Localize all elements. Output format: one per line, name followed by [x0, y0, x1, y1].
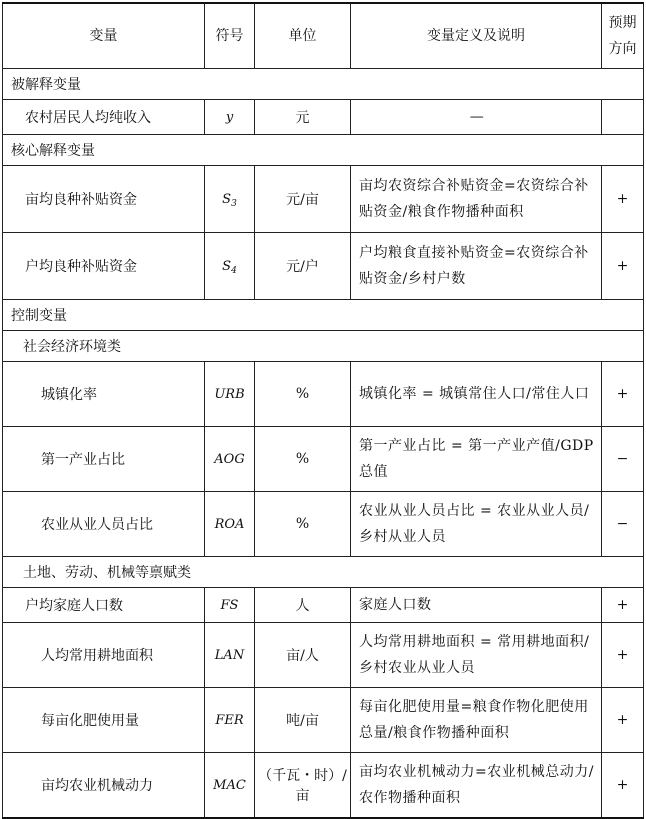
expected-direction: −: [602, 427, 644, 492]
table-row-aog: [3, 427, 644, 492]
variable-definition: 家庭人口数: [351, 588, 602, 623]
variable-unit: %: [255, 492, 351, 557]
variable-definition: 户均粮食直接补贴资金=农资综合补贴资金/乡村户数: [351, 233, 602, 300]
variable-symbol: LAN: [205, 623, 255, 688]
variable-unit: 人: [255, 588, 351, 623]
header-variable: 变量: [3, 3, 205, 69]
subsection-endow: 土地、劳动、机械等禀赋类: [3, 557, 644, 588]
variable-symbol: [205, 233, 255, 300]
expected-direction: −: [602, 492, 644, 557]
table-row-urb: [3, 362, 644, 427]
variable-name: 人均常用耕地面积: [3, 623, 205, 688]
variable-symbol: FS: [205, 588, 255, 623]
variable-unit: 元/亩: [255, 166, 351, 233]
variable-table: [2, 2, 644, 819]
variable-unit: 元: [255, 100, 351, 135]
header-definition: 变量定义及说明: [351, 3, 602, 69]
variable-unit: %: [255, 427, 351, 492]
table-row-fs: [3, 588, 644, 623]
variable-unit: 亩/人: [255, 623, 351, 688]
table-row-s3: [3, 166, 644, 233]
variable-name: 农业从业人员占比: [3, 492, 205, 557]
variable-symbol: FER: [205, 688, 255, 753]
section-control-row: [3, 300, 644, 331]
header-row: [3, 3, 644, 69]
variable-name: 户均良种补贴资金: [3, 233, 205, 300]
variable-definition: 城镇化率 = 城镇常住人口/常住人口: [351, 362, 602, 427]
table-row-fer: [3, 688, 644, 753]
variable-symbol: AOG: [205, 427, 255, 492]
variable-name: 农村居民人均纯收入: [3, 100, 205, 135]
expected-direction: +: [602, 588, 644, 623]
symbol-subscript: 3: [231, 198, 237, 209]
variable-name: 亩均农业机械动力: [3, 753, 205, 819]
variable-definition: 人均常用耕地面积 = 常用耕地面积/乡村农业从业人员: [351, 623, 602, 688]
expected-direction: +: [602, 623, 644, 688]
symbol-subscript: 4: [231, 265, 237, 276]
variable-name: 亩均良种补贴资金: [3, 166, 205, 233]
symbol-base: S: [222, 191, 232, 207]
section-core: 核心解释变量: [3, 135, 644, 166]
expected-direction: +: [602, 688, 644, 753]
variable-definition: —: [351, 100, 602, 135]
expected-direction: [602, 100, 644, 135]
symbol-base: S: [222, 258, 232, 274]
section-explained-row: [3, 69, 644, 100]
table-row-income: [3, 100, 644, 135]
section-core-row: [3, 135, 644, 166]
subsection-socio-row: [3, 331, 644, 362]
variable-definition: 每亩化肥使用量=粮食作物化肥使用总量/粮食作物播种面积: [351, 688, 602, 753]
table-row-mac: [3, 753, 644, 819]
variable-symbol: [205, 166, 255, 233]
variable-name: 户均家庭人口数: [3, 588, 205, 623]
variable-symbol: y: [205, 100, 255, 135]
variable-symbol: ROA: [205, 492, 255, 557]
header-unit: 单位: [255, 3, 351, 69]
variable-name: 城镇化率: [3, 362, 205, 427]
expected-direction: +: [602, 753, 644, 819]
variable-definition: 农业从业人员占比 = 农业从业人员/乡村从业人员: [351, 492, 602, 557]
table-row-roa: [3, 492, 644, 557]
header-direction: [602, 3, 644, 69]
header-symbol: 符号: [205, 3, 255, 69]
variable-symbol: MAC: [205, 753, 255, 819]
header-direction-line2: 方向: [608, 41, 637, 57]
table-row-s4: [3, 233, 644, 300]
subsection-socio: 社会经济环境类: [3, 331, 644, 362]
variable-unit: 元/户: [255, 233, 351, 300]
variable-definition: 亩均农业机械动力=农业机械总动力/农作物播种面积: [351, 753, 602, 819]
variable-symbol: URB: [205, 362, 255, 427]
table-row-lan: [3, 623, 644, 688]
variable-name: 第一产业占比: [3, 427, 205, 492]
expected-direction: +: [602, 233, 644, 300]
expected-direction: +: [602, 362, 644, 427]
variable-name: 每亩化肥使用量: [3, 688, 205, 753]
expected-direction: +: [602, 166, 644, 233]
section-explained: 被解释变量: [3, 69, 644, 100]
variable-unit: （千瓦・时）/亩: [255, 753, 351, 819]
variable-unit: %: [255, 362, 351, 427]
variable-unit: 吨/亩: [255, 688, 351, 753]
variable-definition: 亩均农资综合补贴资金=农资综合补贴资金/粮食作物播种面积: [351, 166, 602, 233]
variable-definition: 第一产业占比 = 第一产业产值/GDP 总值: [351, 427, 602, 492]
subsection-endow-row: [3, 557, 644, 588]
header-direction-line1: 预期: [608, 15, 637, 31]
section-control: 控制变量: [3, 300, 644, 331]
